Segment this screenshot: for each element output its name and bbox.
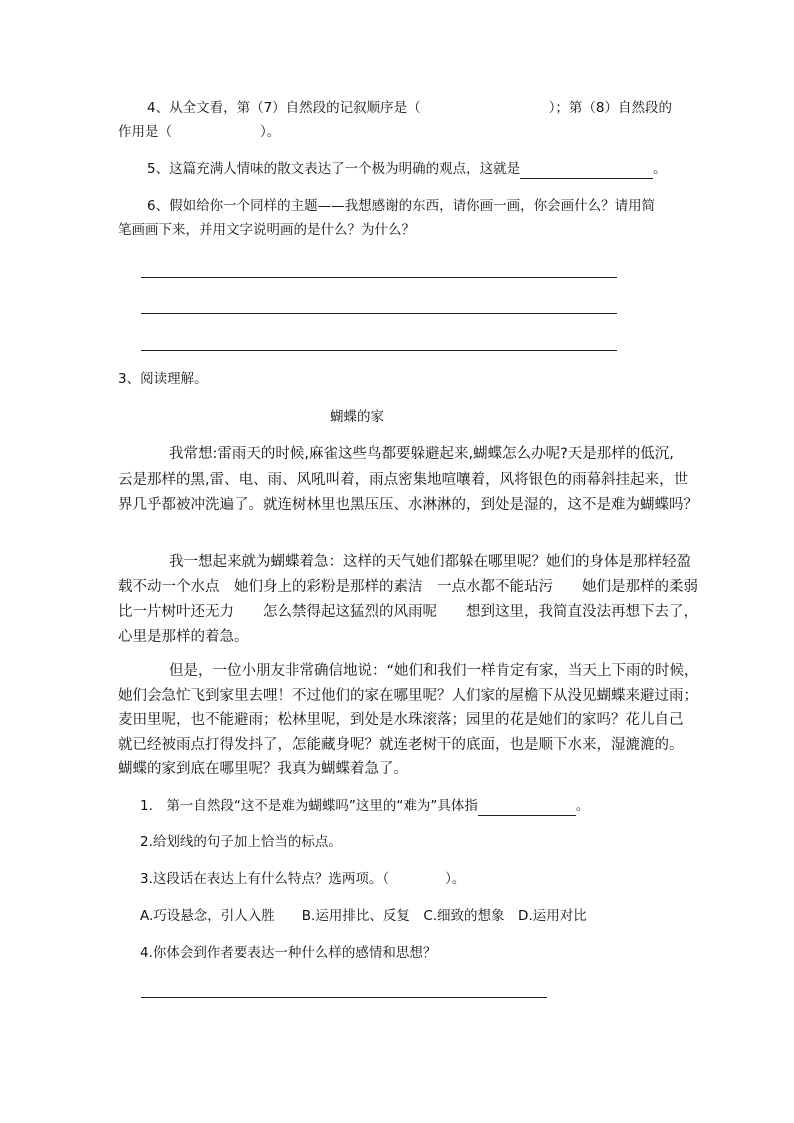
- subquestion-3-options: A.巧设悬念，引人入胜 B.运用排比、反复 C.细致的想象 D.运用对比: [140, 908, 587, 924]
- sq1-end: 。: [575, 798, 590, 814]
- p3-line-1: 但是，一位小朋友非常确信地说：“她们和我们一样肯定有家，当天上下雨的时候，: [169, 663, 699, 679]
- subquestion-3: [140, 869, 465, 889]
- question-6-line1: 6、假如给你一个同样的主题——我想感谢的东西，请你画一画，你会画什么？请用简: [147, 198, 656, 214]
- passage-title: 蝴蝶的家: [330, 409, 384, 425]
- q5-text: 5、这篇充满人情味的散文表达了一个极为明确的观点，这就是: [147, 161, 521, 177]
- p1-line-2: 云是那样的黑,雷、电、雨、风吼叫着，雨点密集地喧嚷着，风将银色的雨幕斜挂起来，世: [118, 472, 689, 488]
- p2-line-3: 比一片树叶还无力 怎么禁得起这猛烈的风雨呢 想到这里，我简直没法再想下去了，: [118, 604, 698, 620]
- sq4-answer-line[interactable]: [141, 997, 547, 998]
- q5-answer-blank[interactable]: [520, 163, 653, 179]
- question-4-line1: [147, 98, 672, 118]
- question-5: [147, 159, 667, 179]
- sq3-text: 3.这段话在表达上有什么特点？选两项。（: [140, 871, 390, 887]
- p2-line-1: 我一想起来就为蝴蝶着急：这样的天气她们都躲在哪里呢？她们的身体是那样轻盈: [169, 554, 691, 570]
- p3-line-3: 麦田里呢，也不能避雨；松林里呢，到处是水珠滚落；园里的花是她们的家吗？花儿自己: [118, 712, 684, 728]
- q6-answer-line-2[interactable]: [141, 313, 617, 314]
- q4-text-b: ）；第（8）自然段的: [548, 100, 673, 116]
- sq3-end: ）。: [445, 871, 466, 887]
- q4-text-c: 作用是（: [118, 124, 172, 140]
- q6-answer-line-1[interactable]: [141, 277, 617, 278]
- p2-line-2: 载不动一个水点 她们身上的彩粉是那样的素洁 一点水都不能玷污 她们是那样的柔弱: [118, 579, 698, 595]
- p1-line-1: 我常想:雷雨天的时候,麻雀这些鸟都要躲避起来,蝴蝶怎么办呢?天是那样的低沉,: [169, 446, 674, 462]
- p1-line-3: 界几乎都被冲洗遍了。就连树林里也黑压压、水淋淋的，到处是湿的，这不是难为蝴蝶吗？: [118, 497, 698, 513]
- subquestion-1: [140, 796, 589, 816]
- q4-text-d: ）。: [260, 124, 281, 140]
- subquestion-2: 2.给划线的句子加上恰当的标点。: [140, 834, 342, 850]
- p3-line-2: 她们会急忙飞到家里去哩！不过他们的家在哪里呢？人们家的屋檐下从没见蝴蝶来避过雨；: [118, 688, 698, 704]
- section-3-heading: 3、阅读理解。: [118, 371, 208, 387]
- question-6-line2: 笔画画下来，并用文字说明画的是什么？为什么？: [118, 222, 415, 238]
- p3-line-5: 蝴蝶的家到底在哪里呢？我真为蝴蝶着急了。: [118, 761, 408, 777]
- sq1-answer-blank[interactable]: [478, 800, 576, 816]
- p2-line-4: 心里是那样的着急。: [118, 629, 249, 645]
- subquestion-4: 4.你体会到作者要表达一种什么样的感情和思想？: [140, 945, 437, 961]
- sq1-text: 1. 第一自然段“这不是难为蝴蝶吗”这里的“难为”具体指: [140, 798, 478, 814]
- p3-line-4: 就已经被雨点打得发抖了，怎能藏身呢？就连老树干的底面，也是顺下水来，湿漉漉的。: [118, 737, 684, 753]
- q6-answer-line-3[interactable]: [141, 350, 617, 351]
- question-4-line2: [118, 122, 280, 142]
- q5-end: 。: [653, 161, 667, 177]
- q4-text-a: 4、从全文看，第（7）自然段的记叙顺序是（: [147, 100, 421, 116]
